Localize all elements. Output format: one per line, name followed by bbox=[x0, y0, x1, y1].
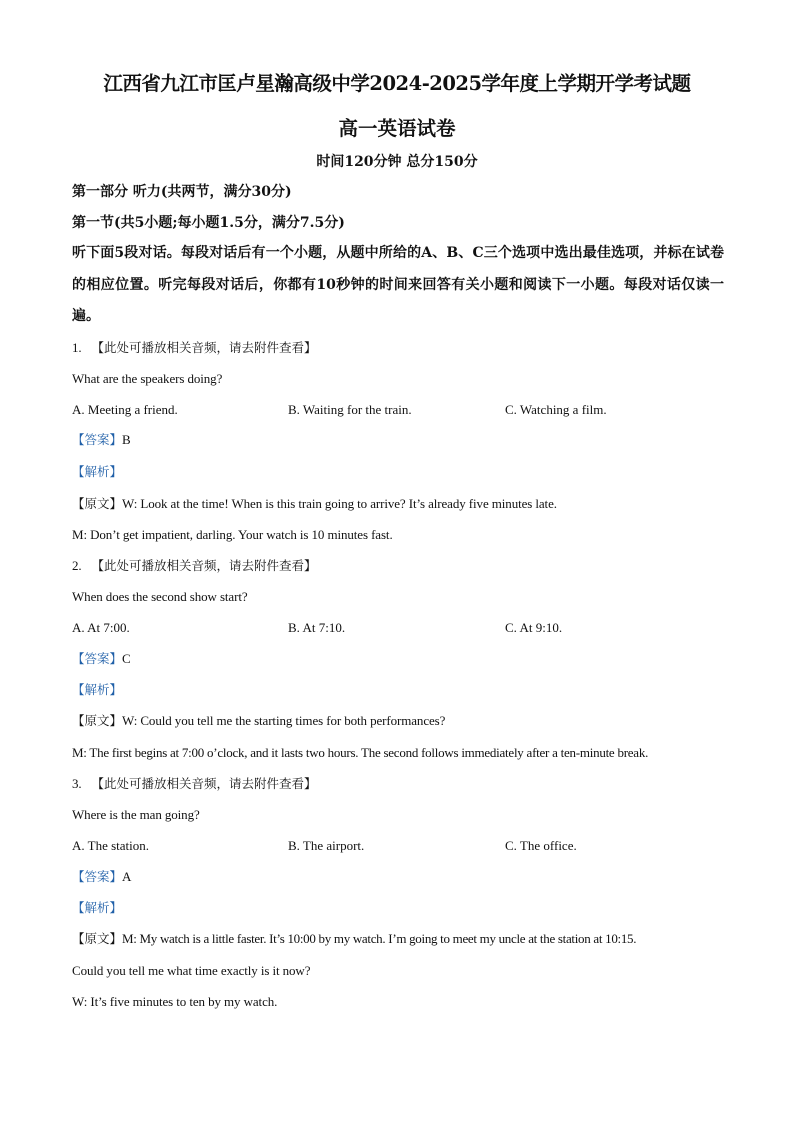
instructions-paragraph: 听下面5段对话。每段对话后有一个小题，从题中所给的A、B、C三个选项中选出最佳选项，并标在试卷的相应位置。听完每段对话后，你都有10秒钟的时间来回答有关小题和阅读下一小题。每段对话仅读一遍。 bbox=[72, 245, 724, 324]
exam-title: 江西省九江市匡卢星瀚高级中学2024-2025学年度上学期开学考试题 bbox=[103, 72, 691, 95]
question-text: Where is the man going? bbox=[72, 807, 200, 822]
analysis-label: 【解析】 bbox=[72, 682, 123, 697]
question-header bbox=[72, 776, 317, 792]
question-text: When does the second show start? bbox=[72, 589, 248, 604]
question-number: 2. bbox=[72, 558, 82, 573]
option-a: A. Meeting a friend. bbox=[72, 402, 178, 417]
audio-note: 【此处可播放相关音频，请去附件查看】 bbox=[91, 340, 317, 355]
transcript-line bbox=[72, 713, 445, 729]
analysis-label: 【解析】 bbox=[72, 464, 123, 479]
exam-subtitle: 高一英语试卷 bbox=[338, 117, 456, 140]
answer-row bbox=[72, 651, 131, 667]
answer-label: 【答案】 bbox=[72, 432, 123, 447]
audio-note: 【此处可播放相关音频，请去附件查看】 bbox=[91, 558, 317, 573]
option-b: B. Waiting for the train. bbox=[288, 402, 412, 417]
original-label: 【原文】 bbox=[72, 496, 123, 511]
original-label: 【原文】 bbox=[72, 713, 123, 728]
answer-row bbox=[72, 869, 131, 885]
answer-label: 【答案】 bbox=[72, 651, 123, 666]
transcript-line: W: It’s five minutes to ten by my watch. bbox=[72, 994, 278, 1009]
answer-value: C bbox=[122, 651, 131, 666]
analysis-label: 【解析】 bbox=[72, 900, 123, 915]
option-a: A. At 7:00. bbox=[72, 620, 130, 635]
transcript-text: M: My watch is a little faster. It’s 10:00 by my watch. I’m going to meet my uncle at the station at 10:15. bbox=[122, 931, 637, 946]
option-b: B. The airport. bbox=[288, 838, 365, 853]
transcript-line bbox=[72, 496, 557, 512]
audio-note: 【此处可播放相关音频，请去附件查看】 bbox=[91, 776, 317, 791]
original-label: 【原文】 bbox=[72, 931, 123, 946]
transcript-line: M: The first begins at 7:00 o’clock, and it lasts two hours. The second follows immediately after a ten-minute break. bbox=[72, 745, 649, 760]
option-b: B. At 7:10. bbox=[288, 620, 346, 635]
question-number: 1. bbox=[72, 340, 82, 355]
section-heading: 第一节(共5小题;每小题1.5分，满分7.5分) bbox=[72, 215, 345, 231]
transcript-line: M: Don’t get impatient, darling. Your watch is 10 minutes fast. bbox=[72, 527, 393, 542]
transcript-line bbox=[72, 931, 636, 947]
option-a: A. The station. bbox=[72, 838, 150, 853]
option-c: C. Watching a film. bbox=[505, 402, 607, 417]
answer-value: A bbox=[122, 869, 132, 884]
part-heading: 第一部分 听力(共两节，满分30分) bbox=[72, 184, 292, 200]
question-header bbox=[72, 558, 317, 574]
question-text: What are the speakers doing? bbox=[72, 371, 223, 386]
transcript-text: W: Could you tell me the starting times for both performances? bbox=[122, 713, 446, 728]
question-number: 3. bbox=[72, 776, 82, 791]
answer-value: B bbox=[122, 432, 131, 447]
answer-row bbox=[72, 432, 131, 448]
option-c: C. The office. bbox=[505, 838, 577, 853]
transcript-line: Could you tell me what time exactly is it now? bbox=[72, 963, 311, 978]
transcript-text: W: Look at the time! When is this train going to arrive? It’s already five minutes late. bbox=[122, 496, 557, 511]
option-c: C. At 9:10. bbox=[505, 620, 563, 635]
time-score-info: 时间120分钟 总分150分 bbox=[316, 154, 478, 170]
question-header bbox=[72, 340, 317, 356]
answer-label: 【答案】 bbox=[72, 869, 123, 884]
